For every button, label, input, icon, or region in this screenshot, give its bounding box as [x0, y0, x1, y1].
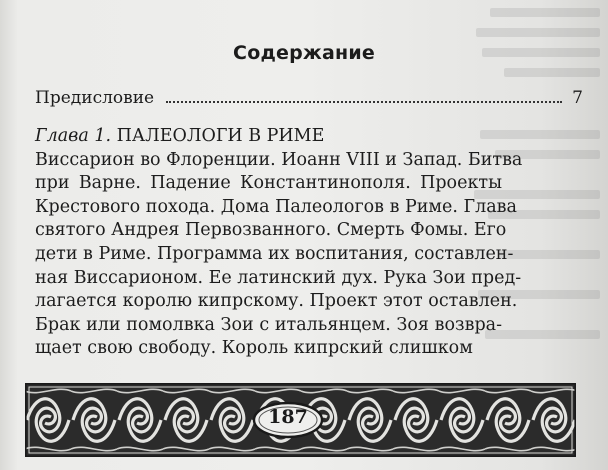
chapter-1-block: [35, 125, 565, 361]
chapter-summary-line: лагается королю кипрскому. Проект этот оставлен.: [35, 291, 518, 312]
chapter-summary-line: Крестового похода. Дома Палеологов в Риме. Глава: [35, 196, 517, 217]
chapter-summary-line: святого Андрея Первозванного. Смерть Фомы. Его: [35, 220, 507, 241]
page-number: 187: [268, 406, 308, 428]
toc-entry-preface[interactable]: [35, 88, 583, 108]
chapter-summary-line: дети в Риме. Программа их воспитания, составлен-: [35, 243, 514, 264]
chapter-summary-line: щает свою свободу. Король кипрский слишком: [35, 338, 473, 359]
page-title: Содержание: [233, 42, 375, 64]
chapter-summary-line: при Варне. Падение Константинополя. Проекты: [35, 173, 502, 194]
chapter-heading[interactable]: [35, 125, 565, 149]
chapter-summary-line: Брак или помолвка Зои с итальянцем. Зоя возвра-: [35, 314, 502, 335]
chapter-summary-line: Виссарион во Флоренции. Иоанн VIII и Запад. Битва: [35, 149, 523, 170]
chapter-number: Глава 1.: [35, 126, 112, 146]
chapter-title: ПАЛЕОЛОГИ В РИМЕ: [116, 126, 325, 146]
toc-entry-label: Предисловие: [35, 88, 155, 108]
dot-leader: [166, 100, 562, 103]
chapter-summary-line: ная Виссарионом. Ее латинский дух. Рука Зои пред-: [35, 267, 522, 288]
toc-entry-page: 7: [572, 88, 583, 108]
